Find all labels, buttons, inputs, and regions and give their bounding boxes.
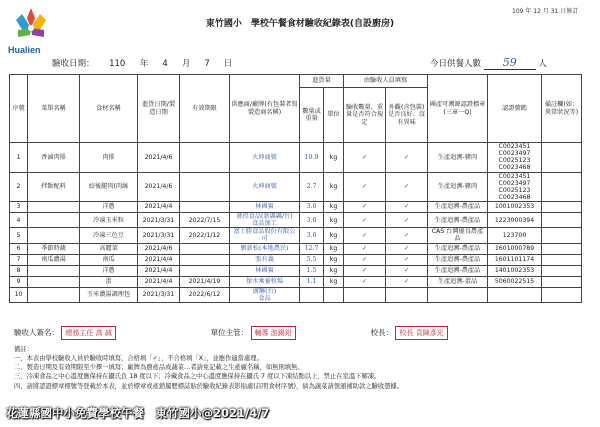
row-purchase-date: 2021/4/6 bbox=[138, 172, 180, 202]
table-row bbox=[10, 243, 582, 254]
row-qty bbox=[300, 287, 324, 302]
row-supplier: 火坤商號 bbox=[230, 172, 300, 202]
row-remarks bbox=[542, 143, 582, 173]
hualien-logo-icon bbox=[8, 4, 54, 44]
principal-stamp: 校長 袁陳彥光 bbox=[395, 326, 447, 340]
unit-head-stamp: 輔導 游錫鉛 bbox=[251, 326, 296, 340]
row-remarks bbox=[542, 228, 582, 243]
table-body bbox=[10, 143, 582, 303]
row-supplier: 發投食品(新縣縣/台) 食品加工 bbox=[230, 213, 300, 228]
row-unit: kg bbox=[324, 143, 344, 173]
row-seq: 8 bbox=[10, 265, 28, 276]
row-expiry-date bbox=[180, 254, 230, 265]
row-appearance-check: ✓ bbox=[386, 202, 428, 213]
row-qty: 2.7 bbox=[300, 172, 324, 202]
header-appearance-check: 外觀(含包裝)是否良好、沒有異味 bbox=[386, 88, 428, 143]
row-supplier: 富士勝食品股份有限公司 bbox=[230, 228, 300, 243]
table-row bbox=[10, 265, 582, 276]
row-appearance-check: ✓ bbox=[386, 276, 428, 287]
inspector-label: 驗收人簽名： bbox=[14, 328, 59, 337]
row-purchase-date: 2021/4/4 bbox=[138, 202, 180, 213]
footer-caption: 花蓮縣國中小免費學校午餐 東竹國小@2021/4/7 bbox=[6, 406, 270, 420]
row-cert-number: 123700 bbox=[488, 228, 542, 243]
row-purchase-date: 2021/4/6 bbox=[138, 143, 180, 173]
row-food: 蛋 bbox=[80, 276, 138, 287]
row-appearance-check: ✓ bbox=[386, 243, 428, 254]
row-qty: 5.5 bbox=[300, 254, 324, 265]
row-spec-check: ✓ bbox=[344, 243, 386, 254]
day-unit: 日 bbox=[223, 59, 233, 69]
year-value: 110 bbox=[109, 59, 126, 69]
row-cert-number: 5060022515 bbox=[488, 276, 542, 287]
row-certification: 生產追溯-農產品 bbox=[428, 213, 488, 228]
row-unit: kg bbox=[324, 172, 344, 202]
row-appearance-check: ✓ bbox=[386, 254, 428, 265]
note-item: 四、請將認證標章標號等登載於本表，並於標章或產銷履歷標誌貼於驗收紀錄表影貼處(註明食材序號)，倘為蔬菜請領頒補助款之驗收憑據。 bbox=[14, 382, 404, 390]
row-food: 冷凍三色豆 bbox=[80, 228, 138, 243]
row-spec-check: ✓ bbox=[344, 143, 386, 173]
table-row bbox=[10, 287, 582, 302]
row-cert-number: 1601101174 bbox=[488, 254, 542, 265]
row-food: 南瓜 bbox=[80, 254, 138, 265]
header-supplier: 供應商/廠牌(有包裝者寫製造商名稱) bbox=[230, 75, 300, 143]
row-food: 冷凍玉米粒 bbox=[80, 213, 138, 228]
header-group-qty: 進貨量 bbox=[300, 75, 344, 88]
row-expiry-date: 2022/7/15 bbox=[180, 213, 230, 228]
row-dish bbox=[28, 287, 80, 302]
header-cert-number: 認證號碼 bbox=[488, 75, 542, 143]
row-seq: 9 bbox=[10, 276, 28, 287]
row-seq: 4 bbox=[10, 213, 28, 228]
row-expiry-date: 2021/4/19 bbox=[180, 276, 230, 287]
header-certification: 國產可溯源認證標章(三章一Q) bbox=[428, 75, 488, 143]
row-food: 肉排 bbox=[80, 143, 138, 173]
row-purchase-date: 2021/4/4 bbox=[138, 265, 180, 276]
row-spec-check: ✓ bbox=[344, 265, 386, 276]
row-unit: kg bbox=[324, 276, 344, 287]
row-remarks bbox=[542, 202, 582, 213]
row-certification: 生產追溯-農產品 bbox=[428, 265, 488, 276]
note-item: 二、製造日期及有效期限至少擇一填寫；廠牌為農產品或蔬菜…者請免記載之生產廠名稱，如無則填無。 bbox=[14, 364, 304, 372]
header-qty: 數量或重量 bbox=[300, 88, 324, 143]
row-appearance-check: ✓ bbox=[386, 172, 428, 202]
header-spec-check: 驗收數量、重量是否符合規定 bbox=[344, 88, 386, 143]
row-cert-number: 1223000394 bbox=[488, 213, 542, 228]
header-purchase-date: 進貨日期/製造日期 bbox=[138, 75, 180, 143]
row-expiry-date: 2022/6/12 bbox=[180, 287, 230, 302]
meal-count bbox=[430, 56, 547, 70]
row-spec-check: ✓ bbox=[344, 202, 386, 213]
row-spec-check: ✓ bbox=[344, 276, 386, 287]
row-qty: 1.5 bbox=[300, 265, 324, 276]
inspector-stamp: 總務主任 高 誠 bbox=[61, 326, 115, 340]
row-seq: 2 bbox=[10, 172, 28, 202]
row-unit bbox=[324, 287, 344, 302]
row-unit: kg bbox=[324, 265, 344, 276]
table-row bbox=[10, 276, 582, 287]
row-certification: 生產追溯-農產品 bbox=[428, 202, 488, 213]
row-expiry-date bbox=[180, 143, 230, 173]
row-qty: 1.1 bbox=[300, 276, 324, 287]
row-purchase-date: 2021/4/4 bbox=[138, 254, 180, 265]
inspection-table bbox=[9, 74, 582, 303]
row-appearance-check: ✓ bbox=[386, 228, 428, 243]
row-certification: 生產追溯-農產品 bbox=[428, 243, 488, 254]
row-qty: 12.7 bbox=[300, 243, 324, 254]
row-remarks bbox=[542, 287, 582, 302]
row-cert-number: 1601000789 bbox=[488, 243, 542, 254]
row-remarks bbox=[542, 276, 582, 287]
row-supplier: 保水乘養牧場 bbox=[230, 276, 300, 287]
row-appearance-check bbox=[386, 287, 428, 302]
row-remarks bbox=[542, 172, 582, 202]
row-purchase-date: 2021/3/31 bbox=[138, 213, 180, 228]
table-row bbox=[10, 254, 582, 265]
row-remarks bbox=[542, 265, 582, 276]
row-unit: kg bbox=[324, 228, 344, 243]
principal-label: 校長： bbox=[370, 328, 394, 337]
day-value: 7 bbox=[204, 59, 210, 69]
header-food: 食材名稱 bbox=[80, 75, 138, 143]
row-spec-check bbox=[344, 287, 386, 302]
row-certification: CAS 台灣優良農產品 bbox=[428, 228, 488, 243]
row-supplier: 林國賓 bbox=[230, 265, 300, 276]
row-certification: 生產追溯-豬肉 bbox=[428, 172, 488, 202]
row-qty: 3.6 bbox=[300, 213, 324, 228]
row-remarks bbox=[542, 213, 582, 228]
row-dish: 季節時蔬 bbox=[28, 243, 80, 254]
header-row-1 bbox=[10, 75, 582, 88]
row-dish bbox=[28, 265, 80, 276]
row-food: 洋蔥 bbox=[80, 265, 138, 276]
table-row bbox=[10, 228, 582, 243]
note-item: 一、本表由學校驗收人員於驗收時填寫，合格填「✓」，不合格填「X」，並應作適當處理。 bbox=[14, 355, 263, 363]
row-remarks bbox=[542, 254, 582, 265]
note-item: 三、冷凍食品之中心溫度應保持在攝氏負 18 度以下；冷藏食品之中心溫度應保持在攝氏 7 度以下凍結點以上，禁止在室溫下解凍。 bbox=[14, 373, 381, 381]
row-seq: 7 bbox=[10, 254, 28, 265]
row-cert-number: 1401002353 bbox=[488, 265, 542, 276]
inspection-date bbox=[52, 57, 232, 69]
row-expiry-date bbox=[180, 202, 230, 213]
row-appearance-check: ✓ bbox=[386, 265, 428, 276]
table-row bbox=[10, 213, 582, 228]
row-seq: 1 bbox=[10, 143, 28, 173]
row-supplier: 劉新松(本地農民) bbox=[230, 243, 300, 254]
row-spec-check: ✓ bbox=[344, 213, 386, 228]
row-expiry-date bbox=[180, 243, 230, 254]
row-seq: 3 bbox=[10, 202, 28, 213]
count-label: 今日供餐人數 bbox=[430, 59, 482, 69]
row-unit: kg bbox=[324, 202, 344, 213]
signature-line bbox=[14, 326, 586, 340]
row-purchase-date: 2021/3/31 bbox=[138, 287, 180, 302]
header-dish: 菜單名稱 bbox=[28, 75, 80, 143]
row-cert-number: C0023451 C0023497 C0025123 C0023468 bbox=[488, 172, 542, 202]
row-supplier: 廣聯(台) 食品 bbox=[230, 287, 300, 302]
row-certification: 生產追溯-蛋品 bbox=[428, 276, 488, 287]
row-seq: 6 bbox=[10, 243, 28, 254]
table-row bbox=[10, 202, 582, 213]
row-dish bbox=[28, 213, 80, 228]
row-certification bbox=[428, 287, 488, 302]
count-unit: 人 bbox=[538, 59, 547, 69]
row-qty: 10.9 bbox=[300, 143, 324, 173]
month-value: 4 bbox=[162, 59, 168, 69]
row-appearance-check: ✓ bbox=[386, 143, 428, 173]
notes-section bbox=[14, 345, 586, 391]
unit-head-label: 單位主管： bbox=[210, 328, 249, 337]
row-expiry-date bbox=[180, 172, 230, 202]
row-dish bbox=[28, 276, 80, 287]
row-dish: 拌飯配料 bbox=[28, 172, 80, 202]
row-spec-check: ✓ bbox=[344, 228, 386, 243]
table-row bbox=[10, 172, 582, 202]
row-certification: 生產追溯-農產品 bbox=[428, 254, 488, 265]
table-row bbox=[10, 143, 582, 173]
month-unit: 月 bbox=[181, 59, 191, 69]
row-qty: 3.6 bbox=[300, 202, 324, 213]
row-unit: kg bbox=[324, 254, 344, 265]
row-seq: 10 bbox=[10, 287, 28, 302]
row-unit: kg bbox=[324, 243, 344, 254]
row-food: 高麗菜 bbox=[80, 243, 138, 254]
row-cert-number: 1001002353 bbox=[488, 202, 542, 213]
brand-name: Hualien bbox=[8, 45, 41, 55]
row-unit: kg bbox=[324, 213, 344, 228]
row-dish: 香滷肉排 bbox=[28, 143, 80, 173]
date-label: 驗收日期： bbox=[52, 59, 95, 69]
row-seq: 5 bbox=[10, 228, 28, 243]
row-food: 玉米濃湯調理包 bbox=[80, 287, 138, 302]
row-cert-number: C0023451 C0023497 C0025123 C0023468 bbox=[488, 143, 542, 173]
header-expiry-date: 有效期限 bbox=[180, 75, 230, 143]
row-food: 絞後腿肉(肉絲 bbox=[80, 172, 138, 202]
year-unit: 年 bbox=[139, 59, 149, 69]
notes-title: 備註： bbox=[14, 346, 33, 353]
header-seq: 序號 bbox=[10, 75, 28, 143]
row-supplier: 林國賓 bbox=[230, 202, 300, 213]
row-expiry-date bbox=[180, 265, 230, 276]
row-remarks bbox=[542, 243, 582, 254]
header-group-inspect: 由驗收人員填寫 bbox=[344, 75, 428, 88]
row-purchase-date: 2021/3/31 bbox=[138, 228, 180, 243]
row-certification: 生產追溯-豬肉 bbox=[428, 143, 488, 173]
row-qty: 3.6 bbox=[300, 228, 324, 243]
header-remarks: 備註欄(如：異常狀況等) bbox=[542, 75, 582, 143]
row-spec-check: ✓ bbox=[344, 254, 386, 265]
row-food: 洋蔥 bbox=[80, 202, 138, 213]
row-supplier: 張有義 bbox=[230, 254, 300, 265]
row-cert-number bbox=[488, 287, 542, 302]
row-purchase-date: 2021/4/6 bbox=[138, 243, 180, 254]
revision-note: 109 年 12 月 31 日修訂 bbox=[512, 8, 579, 15]
header-unit: 單位 bbox=[324, 88, 344, 143]
row-purchase-date: 2021/4/4 bbox=[138, 276, 180, 287]
page-title: 東竹國小 學校午餐食材驗收紀錄表(自設廚房) bbox=[205, 19, 395, 29]
row-spec-check: ✓ bbox=[344, 172, 386, 202]
row-dish: 南瓜濃湯 bbox=[28, 254, 80, 265]
count-value: 59 bbox=[484, 56, 536, 70]
row-dish bbox=[28, 202, 80, 213]
row-dish bbox=[28, 228, 80, 243]
row-supplier: 火坤商號 bbox=[230, 143, 300, 173]
row-expiry-date: 2022/1/12 bbox=[180, 228, 230, 243]
row-appearance-check: ✓ bbox=[386, 213, 428, 228]
